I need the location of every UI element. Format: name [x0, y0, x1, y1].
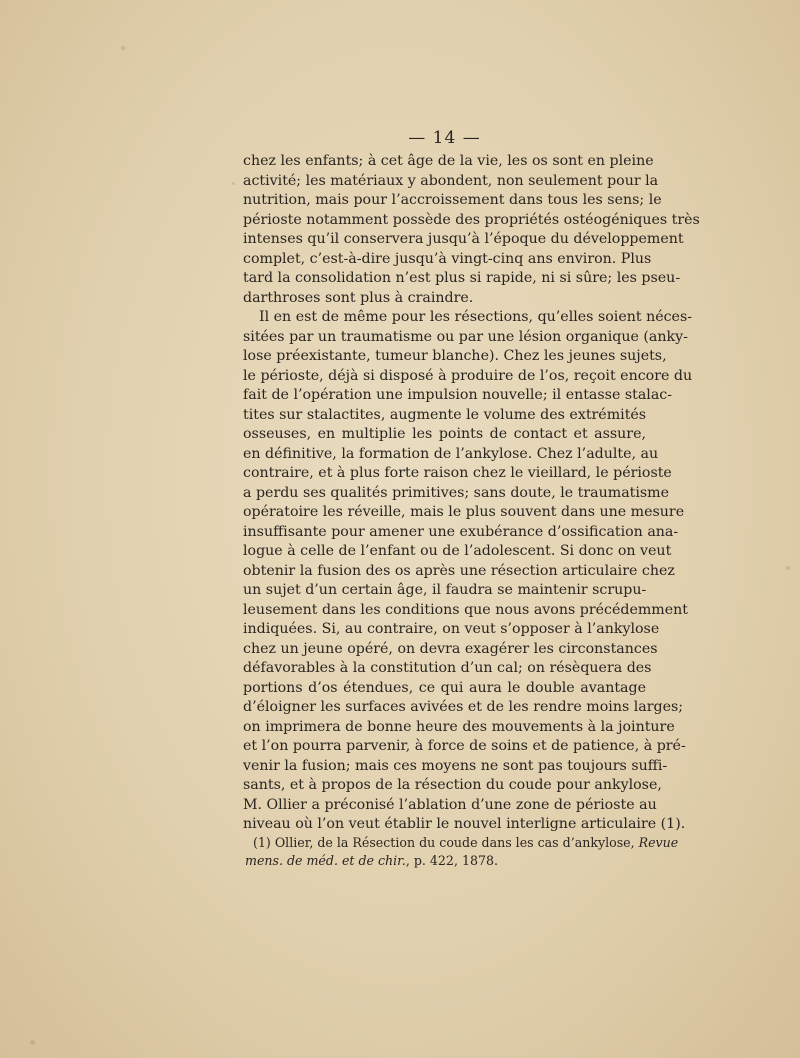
text-line: darthroses sont plus à craindre.: [243, 289, 474, 306]
text-line: nutrition, mais pour l’accroissement dans tous les sens; le: [243, 192, 662, 208]
text-line: indiquées. Si, au contraire, on veut s’opposer à l’ankylose: [243, 621, 660, 637]
footnote: [245, 834, 679, 870]
text-line: d’éloigner les surfaces avivées et de les rendre moins larges;: [243, 699, 684, 715]
text-line: chez les enfants; à cet âge de la vie, les os sont en pleine: [243, 153, 654, 169]
text-line: a perdu ses qualités primitives; sans doute, le traumatisme: [243, 484, 670, 501]
text-line: complet, c’est-à-dire jusqu’à vingt-cinq ans environ. Plus: [243, 250, 652, 267]
text-line: tard la consolidation n’est plus si rapide, ni si sûre; les pseu-: [243, 270, 681, 286]
body-text: [243, 152, 700, 835]
text-line: leusement dans les conditions que nous avons précédemment: [243, 601, 688, 618]
stain: [121, 46, 125, 50]
stain: [232, 182, 235, 185]
text-line: niveau où l’on veut établir le nouvel interligne articulaire (1).: [243, 816, 686, 832]
text-line: périoste notamment possède des propriétés ostéogéniques très: [243, 211, 700, 228]
text-line: un sujet d’un certain âge, il faudra se maintenir scrupu-: [243, 582, 647, 598]
text-line: lose préexistante, tumeur blanche). Chez les jeunes sujets,: [243, 348, 667, 364]
text-line: insuffisante pour amener une exubérance d’ossification ana-: [243, 523, 679, 540]
text-line: intenses qu’il conservera jusqu’à l’époque du développement: [243, 231, 684, 247]
text-line: M. Ollier a préconisé l’ablation d’une zone de périoste au: [243, 796, 657, 813]
footnote-journal: Revue: [638, 835, 679, 850]
stain: [786, 566, 790, 570]
text-line: le périoste, déjà si disposé à produire de l’os, reçoit encore du: [243, 367, 693, 384]
text-line: sitées par un traumatisme ou par une lésion organique (anky-: [243, 328, 688, 345]
page-number: — 14 —: [408, 128, 481, 148]
footnote-line: [245, 834, 679, 852]
text-line: activité; les matériaux y abondent, non seulement pour la: [243, 172, 659, 189]
text-line: défavorables à la constitution d’un cal; on résèquera des: [243, 660, 652, 676]
text-line: on imprimera de bonne heure des mouvements à la jointure: [243, 718, 675, 735]
text-line: contraire, et à plus forte raison chez le vieillard, le périoste: [243, 465, 672, 481]
text-line: portions d’os étendues, ce qui aura le double avantage: [243, 679, 646, 696]
text-line: venir la fusion; mais ces moyens ne sont pas toujours suffi-: [243, 757, 668, 774]
text-line: logue à celle de l’enfant ou de l’adolescent. Si donc on veut: [243, 543, 672, 559]
text-line: opératoire les réveille, mais le plus souvent dans une mesure: [243, 504, 685, 520]
text-line: fait de l’opération une impulsion nouvelle; il entasse stalac-: [243, 387, 673, 403]
text-line: et l’on pourra parvenir, à force de soins et de patience, à pré-: [243, 738, 686, 754]
paragraph-start: Il en est de même pour les résections, qu’elles soient néces-: [259, 309, 693, 325]
footnote-text: , p. 422, 1878.: [405, 853, 498, 868]
text-line: osseuses, en multiplie les points de contact et assure,: [243, 426, 646, 442]
text-line: tites sur stalactites, augmente le volume des extrémités: [243, 406, 647, 423]
footnote-line: [245, 852, 646, 870]
text-line: obtenir la fusion des os après une résection articulaire chez: [243, 562, 675, 579]
footnote-text: (1) Ollier, de la Résection du coude dans les cas d’ankylose,: [253, 835, 639, 850]
text-line: chez un jeune opéré, on devra exagérer les circonstances: [243, 640, 658, 657]
text-line: en définitive, la formation de l’ankylose. Chez l’adulte, au: [243, 445, 659, 462]
footnote-journal: mens. de méd. et de chir.: [245, 853, 406, 868]
text-line: sants, et à propos de la résection du coude pour ankylose,: [243, 777, 662, 793]
stain: [30, 1040, 35, 1045]
